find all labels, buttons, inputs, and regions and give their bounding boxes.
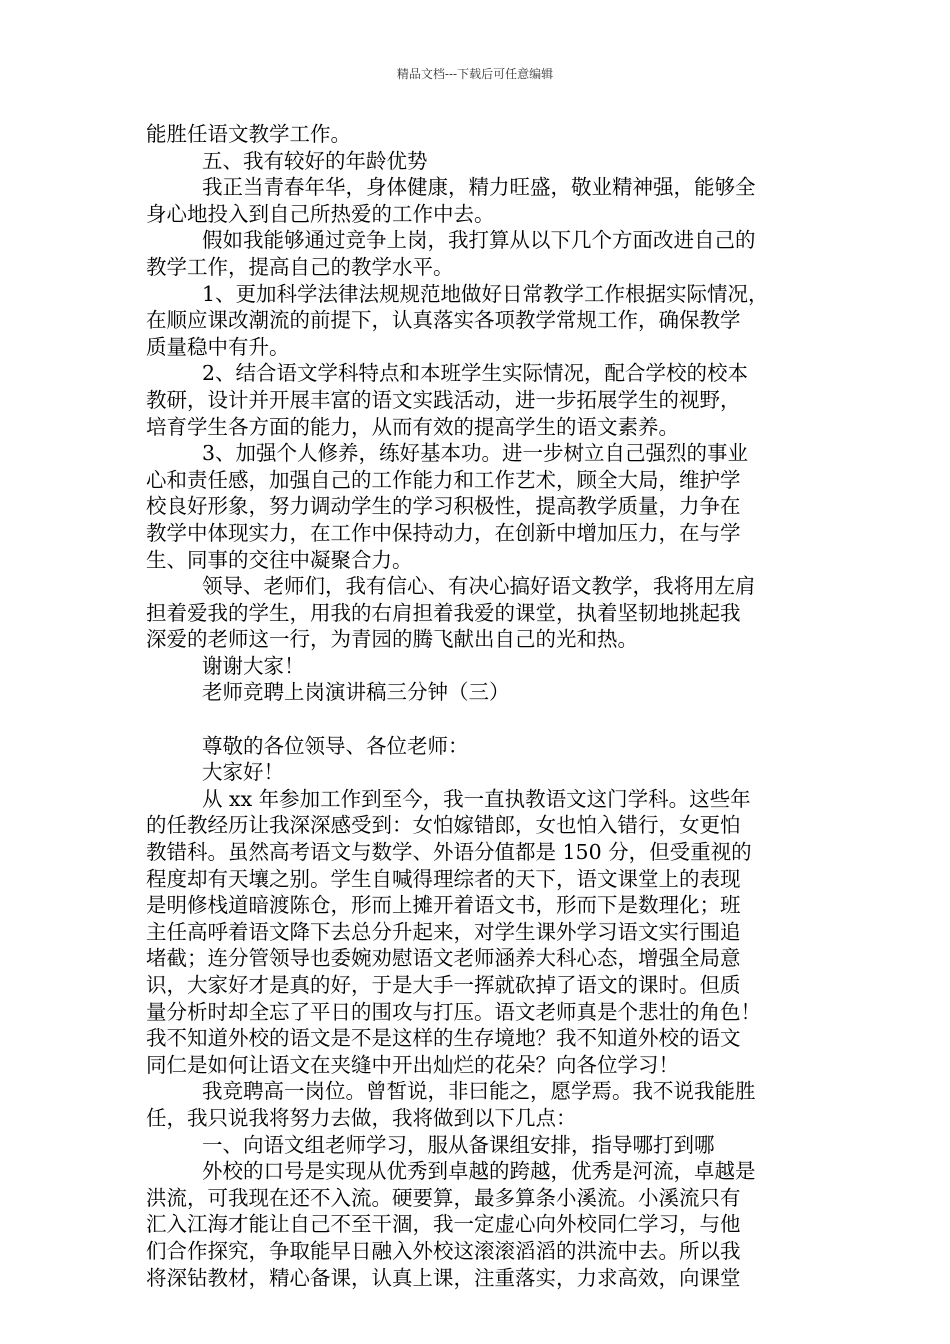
text-line: 将深钻教材，精心备课，认真上课，注重落实，力求高效，向课堂 xyxy=(146,1265,741,1290)
text-line: 堵截；连分管领导也委婉劝慰语文老师涵养大科心态，增强全局意 xyxy=(146,946,741,971)
text-line: 深爱的老师这一行，为青园的腾飞献出自己的光和热。 xyxy=(146,627,638,652)
text-line: 外校的口号是实现从优秀到卓越的跨越，优秀是河流，卓越是 xyxy=(202,1159,756,1184)
text-line: 心和责任感，加强自己的工作能力和工作艺术，顾全大局，维护学 xyxy=(146,467,741,492)
text-line: 一、向语文组老师学习，服从备课组安排，指导哪打到哪 xyxy=(202,1132,715,1157)
text-line: 我不知道外校的语文是不是这样的生存境地？我不知道外校的语文 xyxy=(146,1026,741,1051)
text-line: 教学中体现实力，在工作中保持动力，在创新中增加压力，在与学 xyxy=(146,520,741,545)
text-line: 谢谢大家！ xyxy=(202,653,305,678)
text-line: 质量稳中有升。 xyxy=(146,334,290,359)
blank-line xyxy=(146,706,816,733)
text-line: 能胜任语文教学工作。 xyxy=(146,122,351,146)
text-line: 我竞聘高一岗位。曾皙说，非曰能之，愿学焉。我不说我能胜 xyxy=(202,1079,756,1104)
text-line: 教研，设计并开展丰富的语文实践活动，进一步拓展学生的视野， xyxy=(146,387,741,412)
text-line: 洪流，可我现在还不入流。硬要算，最多算条小溪流。小溪流只有 xyxy=(146,1185,741,1210)
text-line: 的任教经历让我深深感受到：女怕嫁错郎，女也怕入错行，女更怕 xyxy=(146,813,741,838)
text-line: 在顺应课改潮流的前提下，认真落实各项教学常规工作，确保教学 xyxy=(146,308,741,333)
text-line: 是明修栈道暗渡陈仓，形而上摊开着语文书，形而下是数理化；班 xyxy=(146,893,741,918)
text-line: 担着爱我的学生，用我的右肩担着我爱的课堂，执着坚韧地挑起我 xyxy=(146,600,741,625)
text-line: 从 xx 年参加工作到至今，我一直执教语文这门学科。这些年 xyxy=(202,786,751,811)
text-line: 主任高呼着语文降下去总分升起来，对学生课外学习语文实行围追 xyxy=(146,919,741,944)
text-line: 汇入江海才能让自己不至干涸，我一定虚心向外校同仁学习，与他 xyxy=(146,1212,741,1237)
text-line: 培育学生各方面的能力，从而有效的提高学生的语文素养。 xyxy=(146,414,679,439)
page-header: 精品文档---下载后可任意编辑 xyxy=(396,67,554,81)
text-line: 尊敬的各位领导、各位老师： xyxy=(202,733,469,758)
document-body xyxy=(146,121,816,1291)
text-line: 老师竞聘上岗演讲稿三分钟（三） xyxy=(202,680,510,705)
text-line: 1、更加科学法律法规规范地做好日常教学工作根据实际情况， xyxy=(202,281,769,306)
text-line: 生、同事的交往中凝聚合力。 xyxy=(146,547,413,572)
text-line: 领导、老师们，我有信心、有决心搞好语文教学，我将用左肩 xyxy=(202,574,756,599)
text-line: 量分析时却全忘了平日的围攻与打压。语文老师真是个悲壮的角色！ xyxy=(146,999,761,1024)
text-line: 同仁是如何让语文在夹缝中开出灿烂的花朵？向各位学习！ xyxy=(146,1052,679,1077)
text-line: 身心地投入到自己所热爱的工作中去。 xyxy=(146,201,495,226)
text-line: 我正当青春年华，身体健康，精力旺盛，敬业精神强，能够全 xyxy=(202,175,756,200)
text-line: 3、加强个人修养，练好基本功。进一步树立自己强烈的事业 xyxy=(202,441,749,466)
text-line: 校良好形象，努力调动学生的学习积极性，提高教学质量，力争在 xyxy=(146,494,741,519)
text-line: 任，我只说我将努力去做，我将做到以下几点： xyxy=(146,1105,577,1130)
text-line: 五、我有较好的年龄优势 xyxy=(202,148,428,173)
text-line: 教学工作，提高自己的教学水平。 xyxy=(146,254,454,279)
text-line: 教错科。虽然高考语文与数学、外语分值都是 150 分，但受重视的 xyxy=(146,840,752,865)
text-line: 大家好！ xyxy=(202,760,284,785)
text-line: 们合作探究，争取能早日融入外校这滚滚滔滔的洪流中去。所以我 xyxy=(146,1238,741,1263)
text-line: 2、结合语文学科特点和本班学生实际情况，配合学校的校本 xyxy=(202,361,749,386)
text-line: 程度却有天壤之别。学生自喊得理综者的天下，语文课堂上的表现 xyxy=(146,866,741,891)
text-line: 识，大家好才是真的好，于是大手一挥就砍掉了语文的课时。但质 xyxy=(146,973,741,997)
text-line: 假如我能够通过竞争上岗，我打算从以下几个方面改进自己的 xyxy=(202,228,756,253)
